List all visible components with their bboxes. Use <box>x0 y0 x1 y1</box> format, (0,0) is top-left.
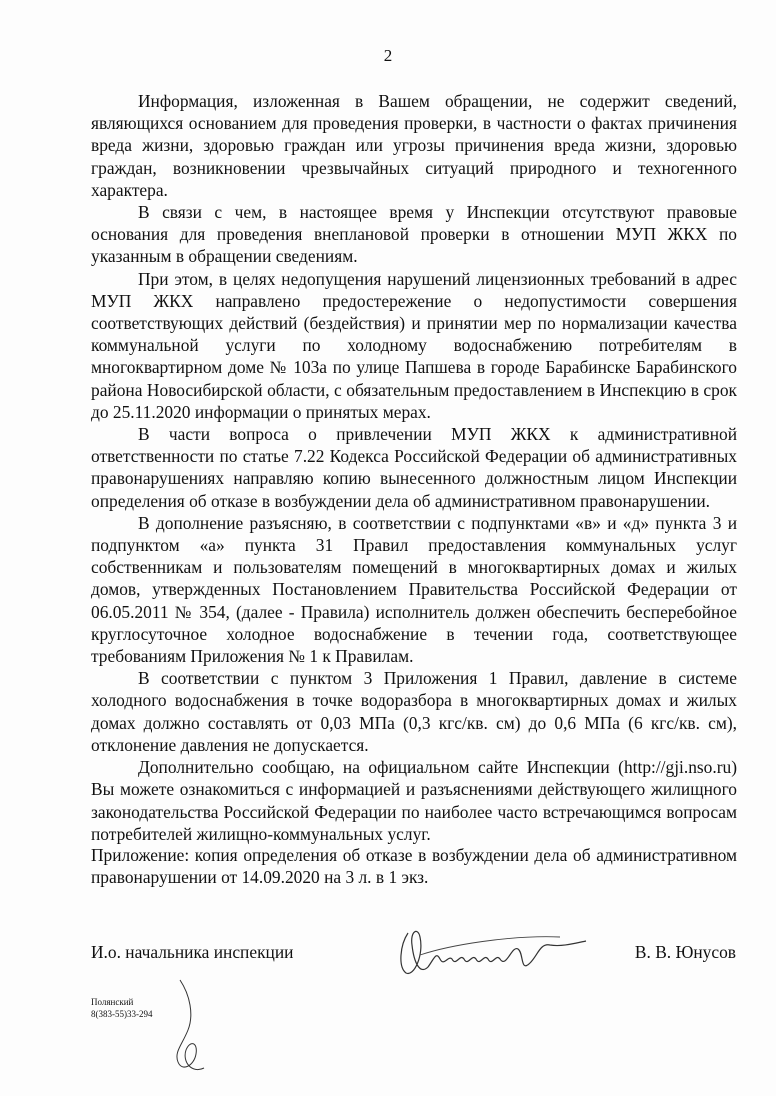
letter-body <box>91 90 737 845</box>
signatory-title: И.о. начальника инспекции <box>91 942 294 962</box>
executor-phone: 8(383-55)33-294 <box>91 1009 153 1019</box>
paragraph: В связи с чем, в настоящее время у Инспекции отсутствуют правовые основания для проведения внеплановой проверки в отношении МУП ЖКХ по указанным в обращении сведениям. <box>91 202 737 267</box>
paragraph: Информация, изложенная в Вашем обращении, не содержит сведений, являющихся основанием для проведения проверки, в частности о фактах причинения вреда жизни, здоровью граждан или угрозы причинения вреда жизни, здоровью граждан, возникновении чрезвычайных ситуаций природного и техногенного характера. <box>91 91 737 200</box>
paragraph: В дополнение разъясняю, в соответствии с подпунктами «в» и «д» пункта 3 и подпунктом «а» пункта 31 Правил предоставления коммунальных услуг собственникам и пользователям помещений в многоквартирных домах и жилых домов, утвержденных Постановлением Правительства Российской Федерации от 06.05.2011 № 354, (далее - Правила) исполнитель должен обеспечить бесперебойное круглосуточное холодное водоснабжение в течении года, соответствующее требованиям Приложения № 1 к Правилам. <box>91 512 737 667</box>
paragraph: Дополнительно сообщаю, на официальном сайте Инспекции (http://gji.nso.ru) Вы можете ознакомиться с информацией и разъяснениями действующего жилищного законодательства Российской Федерации по наиболее часто встречающимся вопросам потребителей жилищно-коммунальных услуг. <box>91 757 737 844</box>
handwritten-signature <box>390 915 590 990</box>
signatory-name: В. В. Юнусов <box>634 942 736 962</box>
paragraph: В соответствии с пунктом 3 Приложения 1 Правил, давление в системе холодного водоснабжения в точке водоразбора в многоквартирных домах и жилых домах должно составлять от 0,03 МПа (0,3 кгс/кв. см) до 0,6 МПа (6 кгс/кв. см), отклонение давления не допускается. <box>91 668 737 755</box>
executor-info <box>91 996 153 1020</box>
attachment-note: Приложение: копия определения об отказе в возбуждении дела об административном правонарушении от 14.09.2020 на 3 л. в 1 экз. <box>91 845 737 888</box>
paragraph: В части вопроса о привлечении МУП ЖКХ к административной ответственности по статье 7.22 Кодекса Российской Федерации об административных правонарушениях направляю копию вынесенного должностным лицом Инспекции определения об отказе в возбуждении дела об административном правонарушении. <box>91 424 737 511</box>
handwritten-initial-mark <box>160 970 220 1080</box>
executor-name: Полянский <box>91 997 134 1007</box>
page-number: 2 <box>383 46 393 65</box>
paragraph: При этом, в целях недопущения нарушений лицензионных требований в адрес МУП ЖКХ направлено предостережение о недопустимости совершения соответствующих действий (бездействия) и принятии мер по нормализации качества коммунальной услуги по холодному водоснабжению потребителям в многоквартирном доме № 103а по улице Папшева в городе Барабинске Барабинского района Новосибирской области, с обязательным предоставлением в Инспекцию в срок до 25.11.2020 информации о принятых мерах. <box>91 268 737 422</box>
